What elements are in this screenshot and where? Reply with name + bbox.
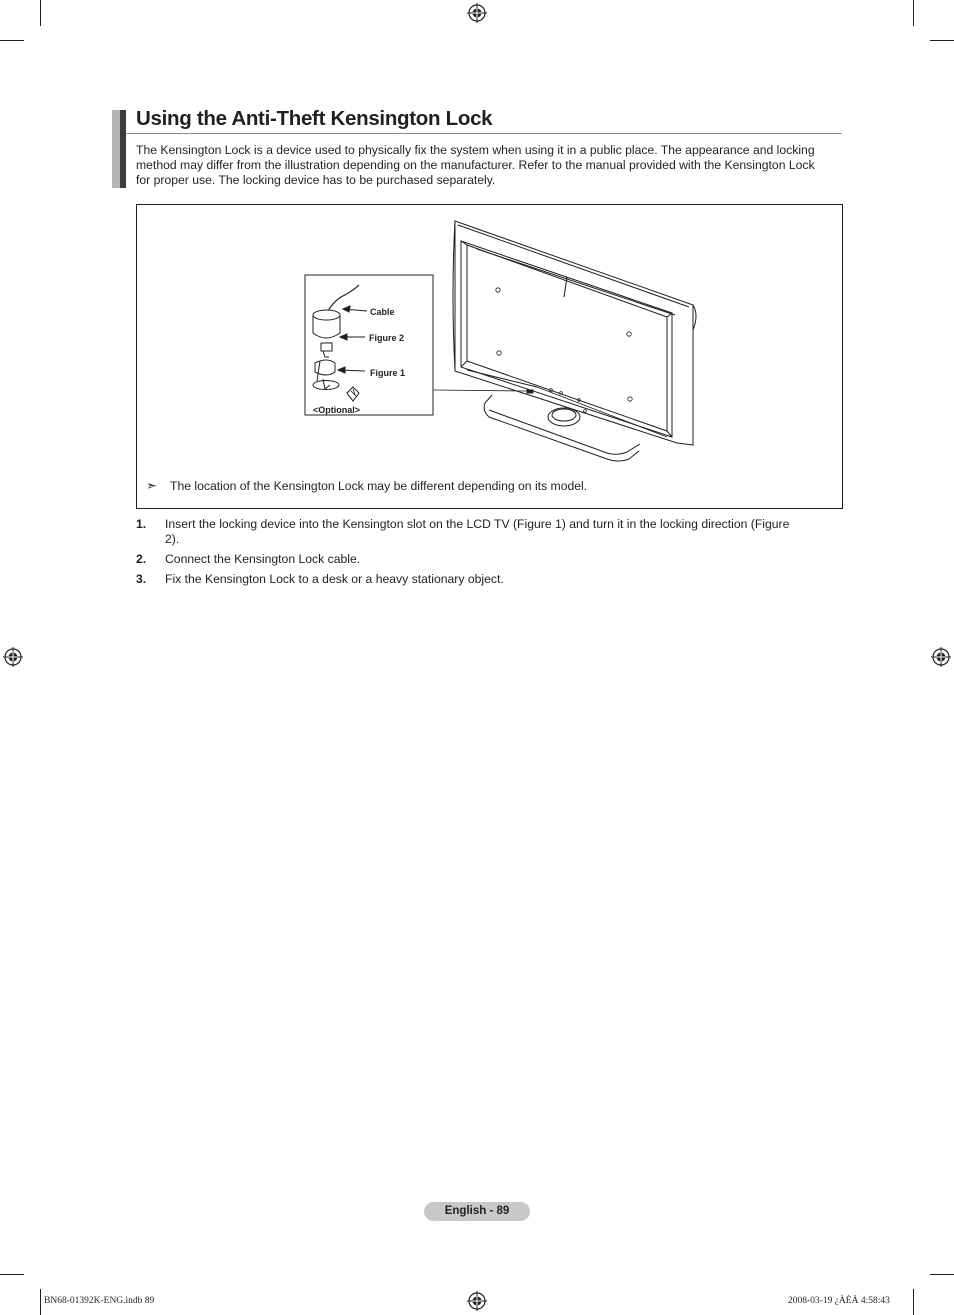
crop-mark	[913, 0, 914, 26]
step-text: Insert the locking device into the Kensington slot on the LCD TV (Figure 1) and turn it in the locking direction (Figure 2).	[165, 517, 790, 546]
kensington-illustration	[137, 205, 842, 508]
figure-box	[136, 204, 843, 509]
step-number: 2.	[136, 552, 147, 566]
note-arrow-icon: ➣	[146, 478, 157, 493]
crop-mark	[0, 1274, 24, 1275]
title-accent-bar	[112, 110, 120, 188]
crop-mark	[40, 0, 41, 26]
step-number: 3.	[136, 572, 147, 586]
title-accent-bar-dark	[120, 110, 126, 188]
crop-mark	[0, 40, 24, 41]
title-divider	[126, 133, 842, 134]
label-optional: <Optional>	[313, 405, 361, 415]
page-title: Using the Anti-Theft Kensington Lock	[136, 107, 493, 130]
crop-mark	[40, 1289, 41, 1315]
step-text: Fix the Kensington Lock to a desk or a heavy stationary object.	[165, 572, 504, 586]
figure-note: The location of the Kensington Lock may be different depending on its model.	[170, 479, 588, 493]
registration-mark-icon	[467, 1291, 487, 1311]
registration-mark-icon	[467, 3, 487, 23]
print-slug-timestamp: 2008-03-19 ¿ÀÈÄ 4:58:43	[788, 1296, 890, 1306]
registration-mark-icon	[3, 647, 23, 667]
crop-mark	[930, 40, 954, 41]
label-cable: Cable	[370, 307, 395, 317]
crop-mark	[913, 1289, 914, 1315]
page-number-badge: English - 89	[424, 1202, 530, 1221]
crop-mark	[930, 1274, 954, 1275]
step-number: 1.	[136, 517, 147, 531]
print-slug-file: BN68-01392K-ENG.indb 89	[44, 1296, 155, 1306]
step-text: Connect the Kensington Lock cable.	[165, 552, 361, 566]
registration-mark-icon	[931, 647, 951, 667]
label-figure-2: Figure 2	[369, 333, 405, 343]
tv-body	[453, 221, 696, 445]
intro-paragraph: The Kensington Lock is a device used to physically fix the system when using it in a public place. The appearance and locking method may differ from the illustration depending on the manufacturer. Refer to the manual provided with the Kensington Lock for proper use. The locking device has to be purchased separately.	[136, 143, 815, 187]
label-figure-1: Figure 1	[370, 368, 406, 378]
